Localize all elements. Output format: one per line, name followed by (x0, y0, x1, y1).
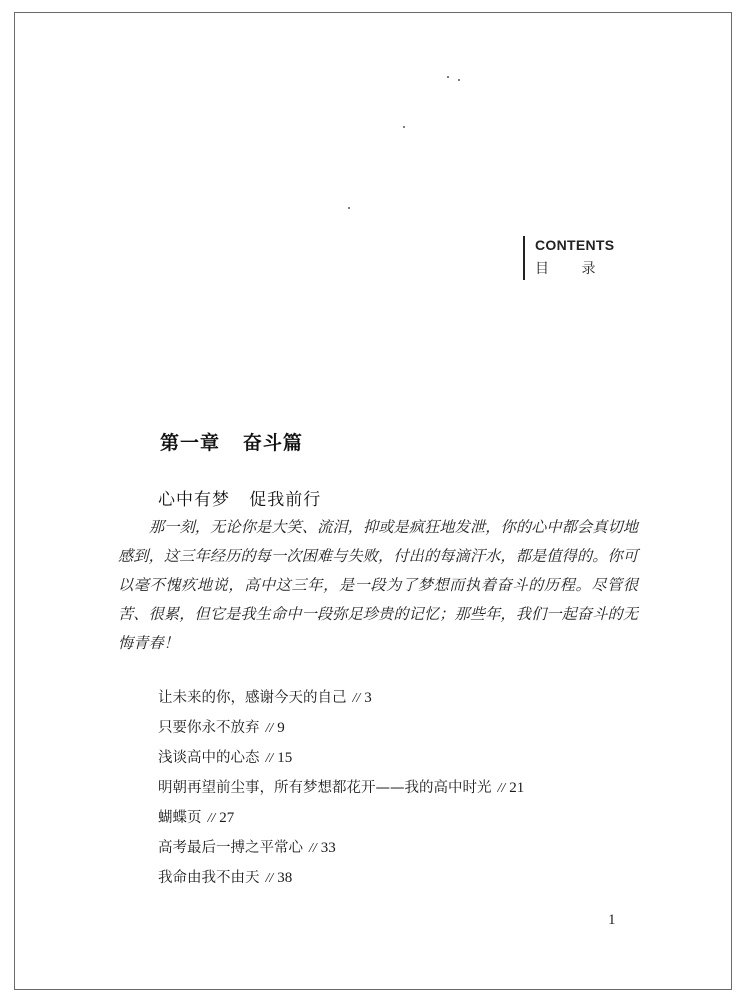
toc-entry-page: 21 (509, 780, 525, 796)
toc-entry-page: 3 (364, 690, 372, 706)
toc-entry-page: 33 (320, 840, 336, 856)
contents-heading (523, 236, 614, 280)
toc-entry[interactable] (158, 683, 524, 713)
toc-separator: // (352, 691, 361, 706)
contents-title-en: CONTENTS (535, 237, 615, 253)
toc-entry-page: 38 (277, 870, 293, 886)
toc-separator: // (265, 751, 274, 766)
toc-entry-title: 让未来的你，感谢今天的自己 (158, 690, 347, 706)
toc-entry-title: 浅谈高中的心态 (158, 750, 260, 766)
toc-entry-title: 只要你永不放弃 (158, 720, 260, 736)
page-number: 1 (608, 912, 616, 928)
toc-entry-title: 明朝再望前尘事，所有梦想都花开——我的高中时光 (158, 780, 492, 796)
toc-entry[interactable] (158, 803, 524, 833)
toc-separator: // (265, 721, 274, 736)
toc-list (158, 683, 524, 893)
toc-entry-title: 蝴蝶页 (158, 810, 202, 826)
toc-entry[interactable] (158, 833, 524, 863)
toc-separator: // (309, 841, 317, 856)
toc-entry-title: 高考最后一搏之平常心 (158, 840, 303, 856)
section-title: 心中有梦 促我前行 (158, 490, 322, 510)
chapter-title: 第一章 奋斗篇 (160, 432, 303, 454)
toc-entry-page: 9 (277, 720, 285, 736)
toc-entry[interactable] (158, 773, 524, 803)
toc-entry-page: 27 (219, 810, 235, 826)
toc-separator: // (207, 811, 216, 826)
toc-entry[interactable] (158, 713, 524, 743)
toc-entry[interactable] (158, 863, 524, 893)
contents-title-cn: 目 录 (535, 261, 610, 277)
scan-speck (403, 126, 405, 128)
toc-entry-page: 15 (277, 750, 293, 766)
scan-speck (458, 79, 460, 81)
toc-separator: // (497, 781, 506, 796)
toc-entry-title: 我命由我不由天 (158, 870, 260, 886)
toc-separator: // (265, 871, 274, 886)
toc-entry[interactable] (158, 743, 524, 773)
section-intro: 那一刻，无论你是大笑、流泪，抑或是疯狂地发泄，你的心中都会真切地感到，这三年经历的每一次困难与失败，付出的每滴汗水，都是值得的。你可以毫不愧疚地说，高中这三年，是一段为了梦想而执着奋斗的历程。尽管很苦、很累，但它是我生命中一段弥足珍贵的记忆；那些年，我们一起奋斗的无悔青春！ (118, 518, 638, 652)
scan-speck (447, 76, 449, 78)
scan-speck (348, 207, 350, 209)
